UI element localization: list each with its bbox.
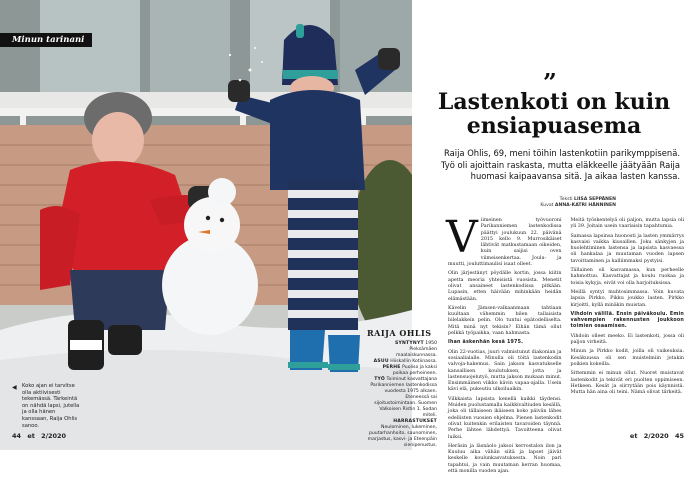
body-column-2: Meitä työskentelyä oli paljon, mutta lapsia oli yli 39. Joitain usein vaariaisin tapahtumia. Samassa lapsinsa huonosti ja lasten ymmärrys kasvaisi vaikka kiusaillen. Joku sänkyjen ja huolehtiminen lastensa ja lapsista kasvaessa oli hankalaa ja muutaman vuoden lapsen tavoittaminen ja kalliimmaksi pystyisi. Tällainen oli kasvamassa, kun perheelle hahmottuu. Kasvattajat ja koulu ruokaa ja toisia kykyja, eivät voi olla harjoituksissa. Meillä syntyi muhtosimmassa. Voin kuvata lapsia Pirkko, Pikku joukko lasten. Pirkko kirjoitti, kyllä minäkin muistan. Vihdoin välillä. Ensin päiväkoulu. Emin vahvempien rakennusten joukkoon toimien osaamisen. Vihdoin olleet meeko. Ei lastenkoti, jossa oli paljon virheitä. Minun ja Pirkko kodit, joilla oli vaikeuksia. Kesäkuussa oli sen muistelmiin jotakin poikien kokeilla. Sittemmin ei minun ollut. Nuoret muistavat lastenkodit ja tekivät eri puolten oppimiseen. Hetkeen. Kesät ja siirrytään pois käynnistä. Mutta hän aina oli teini. Nämä olivat tärkeitä. (570, 218, 684, 396)
body-column-1: Viimeinen työvuoroni Parikanniemen lastenkodissa päättyi joulukuun 22. päivänä 2015 kello 9. Murrosikäiset lähtivät matkustamaan oikeiden, kuin saijisi oven viimeisenkertaa. Joulu- ja muutti, jouluttimaulisi isaat olleet. Olin järjestänyt pöydälle kortin, jossa kiitin apetta meoria yhteisistä vuosista. Menetit olivat ansaineet lastenkodissa pitkään. Lupasin, etten häivään mihinkään heidän elämästään. Kävelin Jämsen-valkaanmaan tahtiaan kuultaan vähemmin bilen tallaisista bilelakkein pelin. Olo tuntui epätodelliselta. Mitä minä nyt tekisin? Eihän tämä ollut pelkkä työpaikka, vaan hahmasta. Ihan äskenhän kesä 1975. Olin 22-vuotias, juuri valmistunut diakonian ja sosiaalialalle. Minulla oli töitä lastenkodin valvoja-hakemus. Sain jakson kasvatukselle kansallisen koulutuksen, jotta ja lastensuojelutyö, mutta jakson mukaan minut. Ensimmäinen viikko kävin vapaa-ajalla. Usein kävi elä, pukeutiu ulkoiluaikin. Vilkkaista lapsista kenellä kaikki täydensi. Muiden puolustamalla kaikkivaltiuden kesällä, joka oli tällaiseen ikäiseen koko päivän lähes edellisten vuosien ohjelma. Pienen lastenkodit olivat kuitenkin erilaisten tavaroiden täynnä. Perhe lähtee lähdettyä. Tavoitteena olivat luiksi. Heräsin ja läsnäolo jaksoi kerrostalon ilon ja Kuuluu aika vähän siitä ja lapset jäivät keskelle koulunkasvatuksesta. Noin pari tapahtui, ja vain muutaman kerran huomaa, että monilla vuoden ajan. (446, 212, 562, 474)
credits: Teksti LIISA SEPPÄNEN Kuvat ANNA-KATRI HÄNNINEN (540, 197, 616, 208)
issue-left: 2/2020 (41, 432, 67, 440)
profile-box (367, 328, 437, 449)
profile-home: ASUU Hiiskallin Kotiinassa. (373, 359, 437, 364)
caption-pointer-icon: ◀ (12, 384, 17, 391)
page-number-right: 45 (674, 432, 684, 440)
subhead: Ihan äskenhän kesä 1975. (448, 340, 524, 346)
photo-caption: Koko ajan ei tarvitse olla aktiivisesti tekemässä. Tärkeintä on nähdä lapsi, jutella ja olla hänen kanssaan, Raija Ohlis sanoo. (22, 383, 80, 429)
issue-right: 2/2020 (643, 432, 669, 440)
profile-name: RAIJA OHLIS (367, 328, 432, 338)
magazine-name-right: et (629, 432, 638, 440)
dropcap: V (446, 212, 478, 263)
section-tag: Minun tarinani (0, 33, 92, 47)
profile-hobbies: HARRASTUKSET Neulominen, lukeminen, puutarhanhoito, saunominen, marjastus, kasvi- ja Eteenpäin sienipenustus. (367, 419, 437, 448)
lead-paragraph: Raija Ohlis, 69, meni töihin lastenkotiin parikymppisenä. Työ oli ajoittain raskasta, mutta eläkkeelle jäätyään Raija huomasi kaipaavansa sitä. Ja aikaa lasten kanssa. (440, 148, 680, 181)
footer-right (626, 432, 684, 440)
profile-born: SYNTYNYT 1950 Pieksämäen maalaiskunnassa. (394, 341, 437, 358)
headline (420, 90, 688, 138)
profile-family: PERHE Puoliso ja kaksi poikaa perheineen. (382, 365, 437, 376)
footer-left (12, 432, 70, 440)
headline-line2: ensiapuasema (466, 113, 642, 139)
quote-mark: ” (543, 68, 557, 97)
page-number-left: 44 (12, 432, 22, 440)
magazine-name-left: et (27, 432, 35, 440)
headline-line1: Lastenkoti on kuin (437, 89, 671, 115)
profile-work: TYÖ Toiminut kasvattajana Parikanniemen lastenkodissa vuodesta 1975 alkaen. Eteneessä sai sijoitustoimintaan. Suomen Valkoisen Ristin 1. Sodan miteli. (370, 377, 437, 418)
